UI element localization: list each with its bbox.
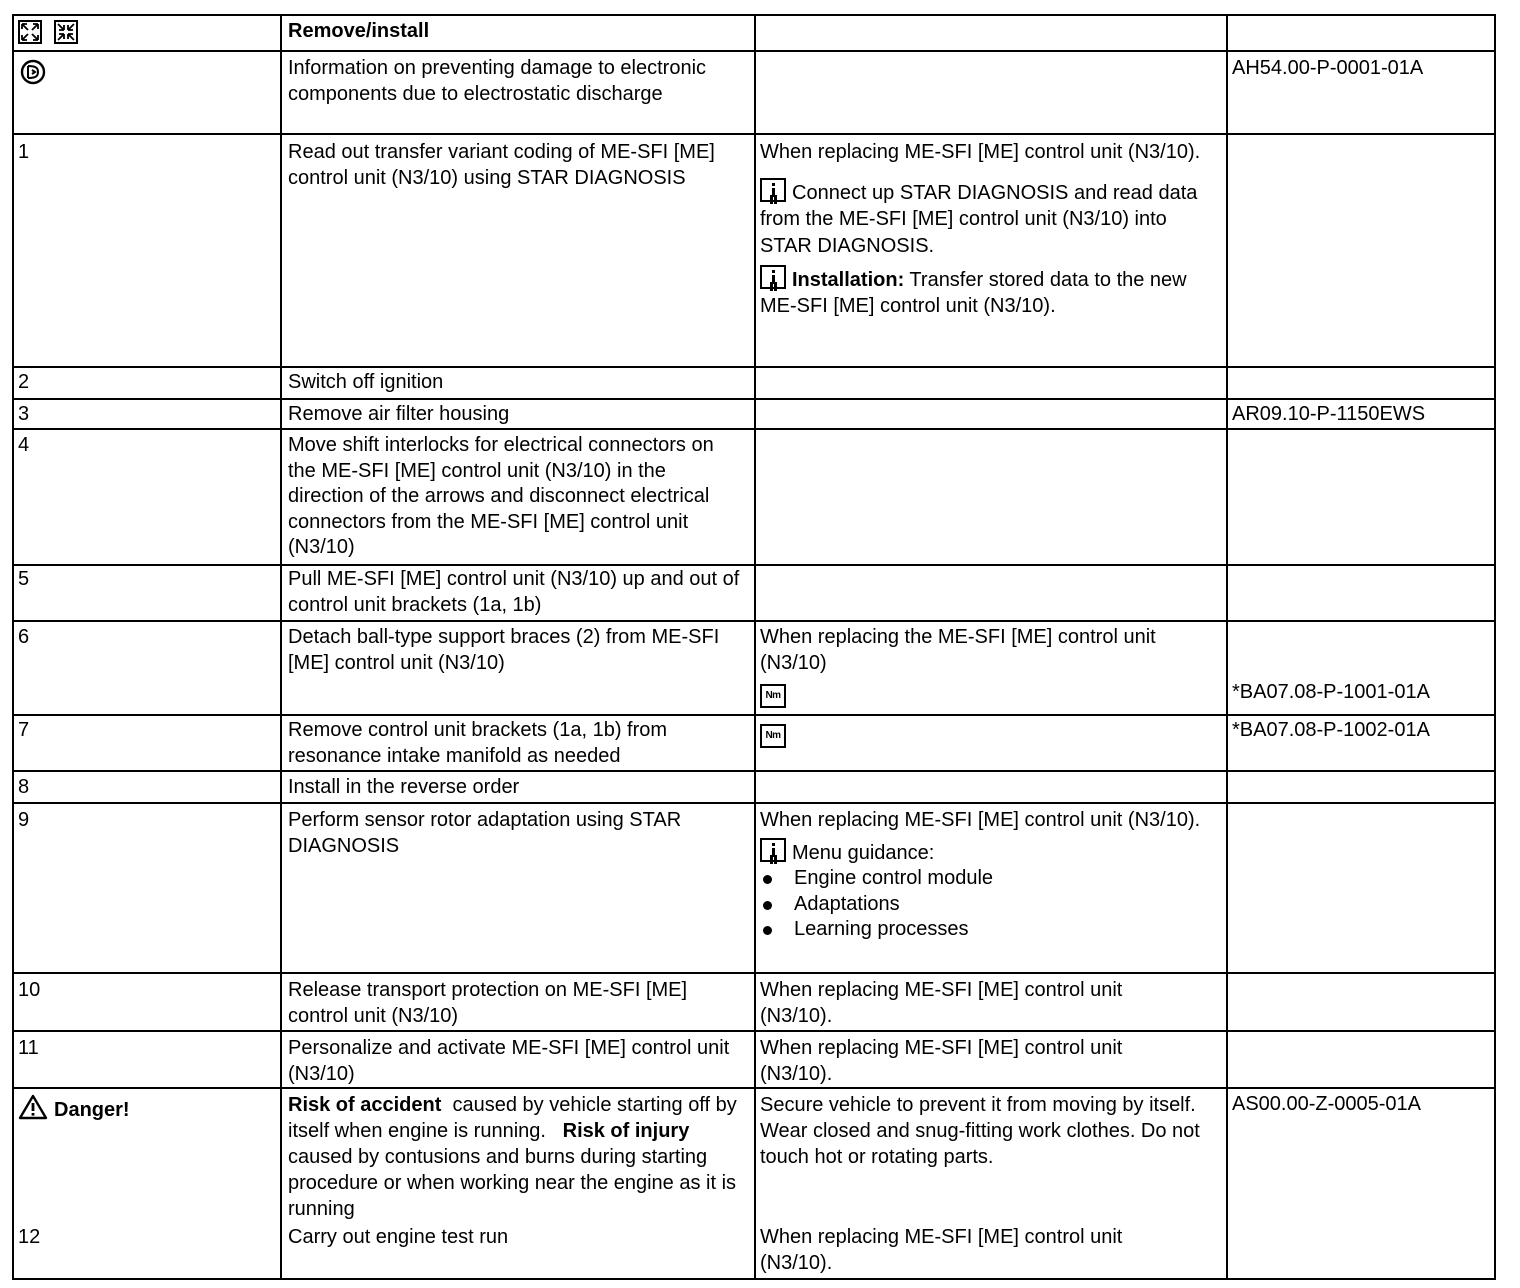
step-reference[interactable]: AR09.10-P-1150EWS bbox=[1232, 403, 1426, 425]
row-divider bbox=[12, 770, 1496, 772]
step-notes bbox=[760, 808, 1222, 943]
info-note bbox=[760, 838, 1222, 867]
step-notes bbox=[760, 140, 1222, 319]
menu-bullet: Engine control module bbox=[760, 866, 1222, 892]
info-text: Transfer stored data to the new ME-SFI [ME] control unit (N3/10). bbox=[760, 269, 1187, 317]
danger-measures bbox=[760, 1092, 1200, 1170]
measure: Secure vehicle to prevent it from moving by itself. bbox=[760, 1094, 1196, 1116]
menu-bullet: Learning processes bbox=[760, 917, 1222, 943]
esd-warning-icon bbox=[20, 59, 46, 93]
step-number: 1 bbox=[18, 141, 30, 163]
info-icon bbox=[760, 178, 786, 202]
step-number: 3 bbox=[18, 403, 30, 425]
step-text: Read out transfer variant coding of ME-SFI [ME] control unit (N3/10) using STAR DIAGNOSIS bbox=[288, 141, 715, 189]
border-left bbox=[12, 14, 14, 1280]
row-divider bbox=[12, 133, 1496, 135]
step-text: Pull ME-SFI [ME] control unit (N3/10) up and out of control unit brackets (1a, 1b) bbox=[288, 568, 740, 616]
step-number: 6 bbox=[18, 626, 30, 648]
step-text: Personalize and activate ME-SFI [ME] control unit (N3/10) bbox=[288, 1037, 730, 1085]
step-number: 12 bbox=[18, 1226, 41, 1248]
step-text: Release transport protection on ME-SFI [ME] control unit (N3/10) bbox=[288, 979, 688, 1027]
risk-injury-text: caused by contusions and burns during starting procedure or when working near the engine as it is running bbox=[288, 1146, 737, 1220]
border-right bbox=[1494, 14, 1496, 1280]
risk-accident-label: Risk of accident bbox=[288, 1094, 442, 1116]
step-number: 4 bbox=[18, 434, 30, 456]
step-number: 7 bbox=[18, 719, 30, 741]
info-label: Installation: bbox=[792, 269, 905, 291]
torque-icon-cell bbox=[760, 720, 786, 748]
step-text: Install in the reverse order bbox=[288, 776, 520, 798]
repair-procedure-table bbox=[12, 14, 1496, 1280]
row-divider bbox=[12, 564, 1496, 566]
danger-label bbox=[18, 1094, 130, 1124]
step-note: When replacing ME-SFI [ME] control unit (N3/10). bbox=[760, 979, 1123, 1027]
row-divider bbox=[12, 620, 1496, 622]
col-divider-1 bbox=[280, 14, 282, 1280]
row-divider bbox=[12, 1087, 1496, 1089]
menu-bullet: Adaptations bbox=[760, 892, 1222, 918]
step-reference[interactable]: *BA07.08-P-1001-01A bbox=[1232, 681, 1430, 703]
col-divider-3 bbox=[1226, 14, 1228, 1280]
col-divider-2 bbox=[754, 14, 756, 1280]
row-divider bbox=[12, 714, 1496, 716]
info-icon bbox=[760, 838, 786, 862]
row-divider bbox=[12, 398, 1496, 400]
section-title: Remove/install bbox=[288, 20, 430, 42]
step-note: When replacing the ME-SFI [ME] control unit (N3/10) bbox=[760, 626, 1156, 674]
step-notes bbox=[760, 625, 1222, 708]
row-divider bbox=[12, 1030, 1496, 1032]
row-divider bbox=[12, 428, 1496, 430]
risk-accident-text: caused by vehicle starting off by itself when engine is running. bbox=[288, 1094, 743, 1142]
step-number: 2 bbox=[18, 371, 30, 393]
danger-text: Danger! bbox=[54, 1099, 130, 1121]
info-icon bbox=[760, 265, 786, 289]
esd-reference[interactable]: AH54.00-P-0001-01A bbox=[1232, 57, 1424, 79]
torque-icon[interactable]: Nm bbox=[760, 724, 786, 748]
row-divider bbox=[12, 802, 1496, 804]
step-number: 10 bbox=[18, 979, 41, 1001]
step-number: 8 bbox=[18, 776, 30, 798]
step-note: When replacing ME-SFI [ME] control unit (N3/10). bbox=[760, 1037, 1123, 1085]
step-note: When replacing ME-SFI [ME] control unit (N3/10). bbox=[760, 141, 1201, 163]
step-number: 11 bbox=[18, 1037, 39, 1059]
step-note: When replacing ME-SFI [ME] control unit (N3/10). bbox=[760, 1226, 1123, 1274]
step-text: Remove control unit brackets (1a, 1b) from resonance intake manifold as needed bbox=[288, 719, 668, 767]
row-divider bbox=[12, 972, 1496, 974]
info-note bbox=[760, 178, 1222, 260]
row-divider bbox=[12, 366, 1496, 368]
step-text: Move shift interlocks for electrical connectors on the ME-SFI [ME] control unit (N3/10) in the direction of the arrows and disconnect electrical connectors from the ME-SFI [ME] control unit (N3/10) bbox=[288, 434, 714, 558]
step-text: Remove air filter housing bbox=[288, 403, 510, 425]
risk-injury-label: Risk of injury bbox=[562, 1120, 690, 1142]
info-text: Connect up STAR DIAGNOSIS and read data from the ME-SFI [ME] control unit (N3/10) into STAR DIAGNOSIS. bbox=[760, 181, 1198, 257]
step-text: Switch off ignition bbox=[288, 371, 444, 393]
danger-risks bbox=[288, 1092, 748, 1222]
measure: Wear closed and snug-fitting work clothes. Do not touch hot or rotating parts. bbox=[760, 1120, 1200, 1168]
step-text: Perform sensor rotor adaptation using STAR DIAGNOSIS bbox=[288, 809, 682, 857]
step-note: When replacing ME-SFI [ME] control unit (N3/10). bbox=[760, 809, 1201, 831]
step-number: 9 bbox=[18, 809, 30, 831]
info-note bbox=[760, 265, 1222, 319]
step-text: Carry out engine test run bbox=[288, 1226, 509, 1248]
info-text: Menu guidance: bbox=[792, 841, 935, 864]
row-divider bbox=[12, 50, 1496, 52]
torque-icon[interactable]: Nm bbox=[760, 684, 786, 708]
esd-text: Information on preventing damage to electronic components due to electrostatic discharge bbox=[288, 57, 707, 105]
warning-triangle-icon bbox=[18, 1094, 48, 1120]
expand-icon bbox=[18, 20, 78, 44]
header-icons bbox=[18, 20, 78, 52]
step-text: Detach ball-type support braces (2) from ME-SFI [ME] control unit (N3/10) bbox=[288, 626, 720, 674]
step-number: 5 bbox=[18, 568, 30, 590]
danger-reference[interactable]: AS00.00-Z-0005-01A bbox=[1232, 1093, 1422, 1115]
step-reference[interactable]: *BA07.08-P-1002-01A bbox=[1232, 719, 1430, 741]
